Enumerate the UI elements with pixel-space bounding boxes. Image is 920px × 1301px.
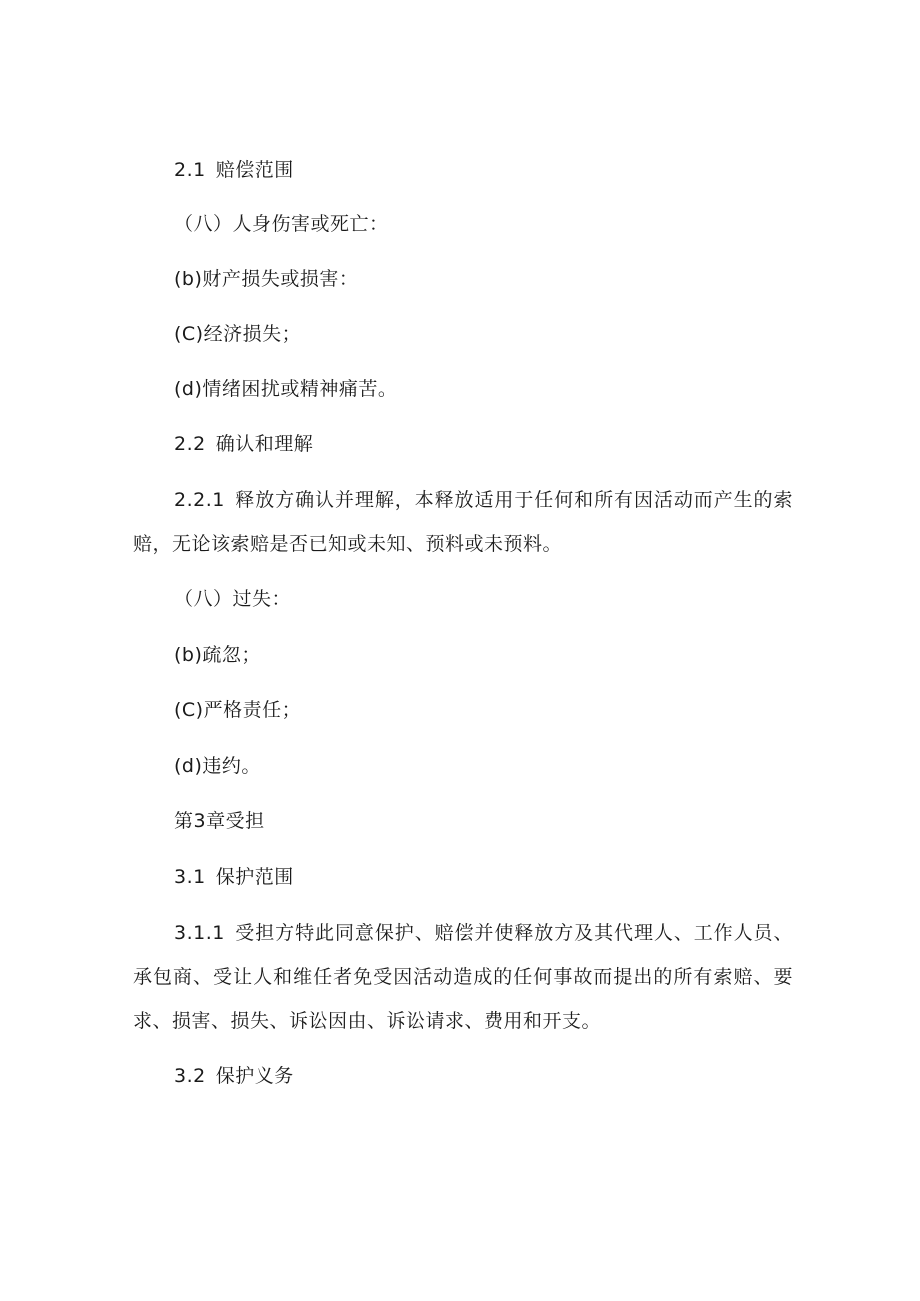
list-item-text: (b)财产损失或损害： (174, 268, 359, 290)
chapter-title: 第3章受担 (174, 810, 265, 832)
chapter-heading (174, 809, 265, 833)
list-item (174, 643, 261, 667)
list-item-text: (C)经济损失； (174, 323, 302, 345)
section-title: 确认和理解 (215, 433, 314, 455)
clause-number: 2.2.1 (174, 489, 225, 511)
section-heading-3-2 (174, 1064, 294, 1088)
list-item (174, 754, 261, 778)
section-number: 2.1 (174, 159, 206, 181)
clause-2-2-1 (133, 478, 793, 566)
list-item-text: （八）过失： (174, 588, 292, 610)
clause-text: 受担方特此同意保护、赔偿并使释放方及其代理人、工作人员、承包商、受让人和维任者免受因活动造成的任何事故而提出的所有索赔、要求、损害、损失、诉讼因由、诉讼请求、费用和开支。 (133, 922, 793, 1032)
list-item-text: （八）人身伤害或死亡： (174, 213, 389, 235)
list-item (174, 587, 291, 611)
section-title: 赔偿范围 (215, 159, 294, 181)
list-item (174, 212, 389, 236)
section-number: 3.1 (174, 866, 206, 888)
list-item (174, 698, 301, 722)
section-number: 2.2 (174, 433, 206, 455)
list-item (174, 267, 358, 291)
clause-number: 3.1.1 (174, 922, 225, 944)
list-item (174, 377, 397, 401)
section-number: 3.2 (174, 1065, 206, 1087)
list-item-text: (b)疏忽； (174, 644, 261, 666)
section-title: 保护义务 (215, 1065, 294, 1087)
section-heading-3-1 (174, 865, 294, 889)
list-item-text: (d)情绪困扰或精神痛苦。 (174, 378, 398, 400)
clause-text: 释放方确认并理解，本释放适用于任何和所有因活动而产生的索赔，无论该索赔是否已知或未知、预料或未预料。 (133, 489, 793, 555)
section-heading-2-2 (174, 432, 313, 456)
list-item-text: (C)严格责任； (174, 699, 302, 721)
clause-3-1-1 (133, 911, 793, 1043)
list-item (174, 322, 301, 346)
section-heading-2-1 (174, 158, 294, 182)
list-item-text: (d)违约。 (174, 755, 261, 777)
section-title: 保护范围 (215, 866, 294, 888)
